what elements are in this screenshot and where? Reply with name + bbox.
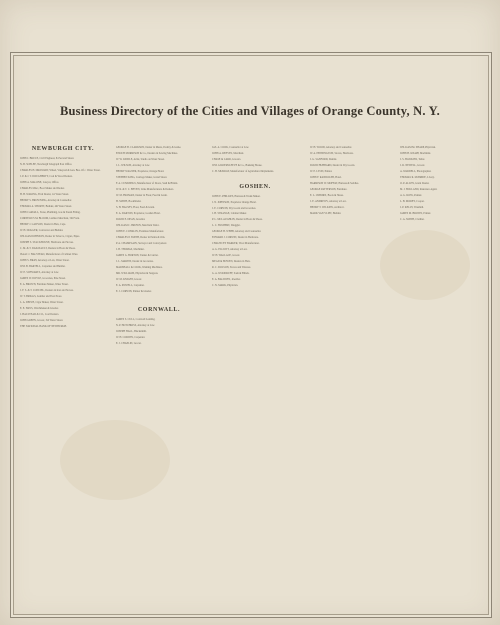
directory-entry: HENRY J. LAWSON, Dealer in Hats, Caps. xyxy=(20,222,66,226)
directory-entry: J. B. THOMAS, Machinist. xyxy=(116,247,145,251)
directory-entry: W. E. LYON, Printer. xyxy=(310,169,333,173)
directory-entry: H. H. WAKING, Fruit Dealer, 1st Water Street. xyxy=(20,192,70,196)
directory-entry: HENRY T. WILKINS, Architect. xyxy=(310,205,345,209)
directory-entry: W. W. LIDDLE, Artist, Studio on Water Street. xyxy=(116,157,165,161)
column-5 xyxy=(400,140,486,224)
directory-entry: ENOCH MORRISON & Co., Dealers in Sewing Machines. xyxy=(116,151,178,155)
directory-entry: A. WARDELL, Photographer. xyxy=(400,169,432,173)
directory-entry: HENRY WAGNER, Proprietor, Orange Hotel. xyxy=(116,169,165,173)
directory-entry: L. C. HULBERT, Druggist. xyxy=(212,224,241,228)
directory-entry: JOHN E. PHILLIPS, Harness & Trunk Maker. xyxy=(212,194,261,198)
entry-list xyxy=(212,146,298,174)
directory-entry: WM. B. BARTELL, Carpenter and Builder. xyxy=(20,264,66,268)
directory-entry: J. HALSTEAD & CO., Coal Dealers. xyxy=(20,312,59,316)
directory-entry: JOHN J. BRUCE, Civil Engineer, 84 Second Street. xyxy=(20,157,75,160)
page-title: Business Directory of the Cities and Villages of Orange County, N. Y. xyxy=(59,104,440,118)
directory-entry: MEAD & BOWEN, Dealers in Hats. xyxy=(212,260,251,264)
section-heading-cornwall: CORNWALL. xyxy=(137,307,181,314)
directory-entry: E. J. CHAPLIN, Grocer. xyxy=(116,342,142,346)
directory-entry: E. L. OSBORN, Boots & Shoes. xyxy=(310,193,344,197)
directory-entry: GEORGE H. WEBB, Attorney and Counsellor. xyxy=(212,230,262,234)
directory-entry: H. SMITH, Bookbinder. xyxy=(116,199,142,203)
directory-columns xyxy=(20,140,482,606)
directory-entry: THE NATIONAL BANK OF NEWBURGH. xyxy=(20,324,67,328)
column-3 xyxy=(212,140,298,290)
directory-entry: E. A. BALDWIN, Jeweller. xyxy=(212,278,241,282)
directory-entry: L. B. MOREY, Cooper. xyxy=(400,199,425,203)
column-4 xyxy=(310,140,396,218)
directory-entry: E. A. DARTON, Proprietor, Goshen Hotel. xyxy=(116,211,161,215)
directory-entry: W. M. FROMAN, Dealer in Flour, Feed & Grain. xyxy=(116,193,168,197)
directory-entry: J. F. S. & T. CONCIEL, Dealers in Iron and Stoves. xyxy=(20,288,74,292)
directory-entry: E. A. POWELL, Carpenter. xyxy=(116,283,145,287)
directory-entry: J. L. MARTIN, Dealer in Groceries. xyxy=(116,259,154,263)
column-2 xyxy=(116,140,202,348)
directory-entry: CHARLES P. SMITH, Dealer in Paints & Oils. xyxy=(116,235,166,239)
directory-entry: W. H. WALLACE, Grocer. xyxy=(212,254,241,258)
directory-entry: O. P. ALLEN, Grain Dealer. xyxy=(400,181,430,185)
entry-list xyxy=(212,195,298,288)
directory-entry: THOMAS R. McBRIDE, Livery. xyxy=(400,175,435,179)
directory-entry: P. A. CHAMPLAIN, Surveyor and Conveyancer. xyxy=(116,241,167,245)
directory-entry: J. H. STRANGE, Cabinet Maker. xyxy=(212,212,247,216)
directory-entry: J. G. SANFORD, Dentist. xyxy=(310,157,338,161)
entry-list xyxy=(400,146,486,221)
directory-entry: JOHN S. BRAY, Attorney at Law, Water Street. xyxy=(20,258,70,262)
directory-entry: ISAAC J. HALSTEAD, Manufacturer of Cabinet Ware. xyxy=(20,252,79,256)
directory-entry: WILLIAM M. SHARP, Physician. xyxy=(400,146,436,149)
directory-entry: E. A. BROWN, Furniture Maker, Water Street. xyxy=(20,282,69,286)
directory-entry: W. E. SCHWARTZ, Attorney at Law. xyxy=(20,270,59,274)
directory-entry: EDWARD J. CORWIN, Dealer in Hardware. xyxy=(212,236,259,240)
directory-entry: E. E. HAYS, Watchmaker & Jeweler. xyxy=(20,306,59,310)
directory-entry: THOMAS A. SHORTT, Builder, 4th Water Street. xyxy=(20,204,73,208)
column-newburgh xyxy=(20,140,106,331)
directory-entry: MARK VAN VLIET, Builder. xyxy=(310,211,342,215)
directory-entry: J. L. WILSON, Attorney at Law. xyxy=(116,163,150,167)
directory-entry: J. N. JOHNSON, Proprietor Orange Hotel. xyxy=(212,200,257,204)
entry-list xyxy=(310,146,396,215)
directory-entry: F. A. CUMMINGS, Manufacturer of Doors, Sash & Blinds. xyxy=(116,181,178,185)
directory-entry: M. J. HOLLAND, Insurance Agent. xyxy=(400,187,438,191)
directory-entry: C. N. MARK, Physician. xyxy=(212,284,239,288)
directory-entry: W. T. BRIGGS, Lumber and Feed Store. xyxy=(20,294,63,298)
directory-entry: HARRISON W. MOFFAT, Harness & Saddles. xyxy=(310,181,359,185)
directory-entry: W. R. & T. C. BEVEN, Lime Manufacturers & Dealers. xyxy=(116,187,174,191)
directory-entry: W. H. WOOD, Attorney and Counsellor. xyxy=(310,146,353,149)
directory-entry: JAS. A. COOK, Counsellor at Law. xyxy=(212,146,249,149)
directory-entry: CHAUNCEY BARKER, Wool Manufacturer. xyxy=(212,242,260,246)
directory-entry: JAMES M. BROWN, Printer. xyxy=(400,211,431,215)
directory-entry: E. J. CORWIN, Painter & Glazier. xyxy=(116,289,152,293)
directory-entry: GEORGE B. CLARKSON, Dealer in Meats, Poultry & Game. xyxy=(116,146,182,149)
directory-entry: R. C. DOLSON, Stoves and Tinware. xyxy=(212,266,251,270)
directory-entry: W. H. DOGGER, Contractor and Builder. xyxy=(20,228,64,232)
directory-entry: J. S. HAWKINS, Tailor. xyxy=(400,157,425,161)
entry-list xyxy=(20,157,106,328)
directory-entry: JAMES W. DOYLE, Groceries, Pine Street. xyxy=(20,276,66,280)
directory-entry: JAMES S. CULL, Cornwall Landing. xyxy=(116,318,156,322)
directory-entry: CHARLES MAC, Boot Maker and Dealer. xyxy=(20,186,65,190)
section-heading-goshen: GOSHEN. xyxy=(239,183,271,190)
section-heading-newburgh: NEWBURGH CITY. xyxy=(31,146,95,152)
directory-entry: JOHN CARGILL, Stone, Plumbing, Gas & Steam Fitting. xyxy=(20,210,81,214)
directory-entry: DAVID E. DEAN, Jeweller. xyxy=(116,217,146,221)
directory-entry: C. A. SMITH, Clothier. xyxy=(400,217,425,221)
directory-entry: WILLIAM C. BROWN, Merchant Tailor. xyxy=(116,223,160,227)
directory-entry: N. P. HOTCHKISS, Attorney at Law. xyxy=(116,324,155,328)
directory-entry: C. H. MURRAY, Manufacturer of Agricultural Implements. xyxy=(212,169,274,173)
directory-entry: W. M. KNIGHT, Grocer. xyxy=(116,277,142,281)
directory-entry: STEPHEN KING, Carriage Maker, Grand Street. xyxy=(116,175,168,179)
directory-entry: JOHN A. REEVES, Merchant. xyxy=(212,151,244,155)
directory-entry: J. P. & J. T. DOUGHERTY, Coal & Wood Dealers. xyxy=(20,174,73,178)
directory-entry: G. A. WOODRUFF, Sash & Blinds. xyxy=(212,272,250,276)
directory-entry: GEORGE PATTERSON, Furniture. xyxy=(310,187,348,191)
directory-entry: J. E. CORWIN, Dry Goods and Groceries. xyxy=(212,206,257,210)
directory-entry: L. A. DEPUE, Cigar Maker, Water Street. xyxy=(20,300,64,304)
directory-entry: JOSEPH S. STACKHOUSE, Hardware and Stoves. xyxy=(20,240,74,244)
directory-entry: JOSEPH HALL, Blacksmith. xyxy=(116,330,147,334)
directory-entry: WILLIAM JOHNSON, Dealer in Tobacco, Cigars, Pipes. xyxy=(20,234,80,238)
directory-entry: JOHN GREEN, Grocer, 3rd Water Street. xyxy=(20,318,64,322)
directory-entry: C. M. & T. DAIGNAULT, Dealers in Boots & Shoes. xyxy=(20,246,76,250)
entry-list xyxy=(116,146,202,293)
directory-entry: J. P. KELLY, Tinsmith. xyxy=(400,205,424,209)
entry-list xyxy=(116,318,202,346)
directory-entry: MR. WILLIAMS, Physician & Surgeon. xyxy=(116,271,159,275)
directory-entry: W. A. PENNINGTON, Stoves, Hardware. xyxy=(310,151,354,155)
directory-entry: A. G. ELLIOTT, Attorney at Law. xyxy=(212,248,248,252)
directory-entry: N. B. SCHLEE, Newburgh Telegraph Post Office. xyxy=(20,162,73,166)
directory-entry: MARSHALL & COOK, Washing Machines. xyxy=(116,265,163,269)
directory-entry: CHASE & CARR, Grocers. xyxy=(212,157,242,161)
directory-entry: A. G. ROSS, Painter. xyxy=(400,193,422,197)
directory-entry: JOHN E. CONKLIN, Furniture Manufacturer. xyxy=(116,229,165,233)
directory-entry: S. H. HALSEY, Flour, Feed & Grain. xyxy=(116,205,155,209)
directory-entry: W. H. CORWIN, Carpenter. xyxy=(116,336,146,340)
directory-entry: J. E. ANDREWS, Attorney at Law. xyxy=(310,199,347,203)
directory-entry: DAVID HUBBARD, Dealer in Dry Goods. xyxy=(310,163,355,167)
directory-entry: JAMES G. HORTON, Tanner & Currier. xyxy=(116,253,159,257)
directory-entry: CORNELIUS M. BLOOM, Lumber Merchant, 5th Front. xyxy=(20,216,80,220)
directory-entry: WM. GILDERSLEEVE & Co., Banking House. xyxy=(212,163,263,167)
directory-entry: CHARLES H. DROWART, Wheel, Vineyard & Gen. Bus. Of c. Water Street. xyxy=(20,168,101,172)
directory-entry: JOHN F. RANDOLPH, Hotel. xyxy=(310,175,342,179)
directory-entry: JOHN A. MALONE, Lawyer, Office. xyxy=(20,180,60,184)
directory-entry: JOHN H. KNAPP, Machinist. xyxy=(400,151,431,155)
directory-entry: P. L. MCLAUGHLIN, Dealer in Boots & Shoes. xyxy=(212,218,263,222)
directory-entry: HENRY S. BROWNING, Attorney & Counsellor. xyxy=(20,198,72,202)
directory-entry: J. R. NEWELL, Grocer. xyxy=(400,163,425,167)
